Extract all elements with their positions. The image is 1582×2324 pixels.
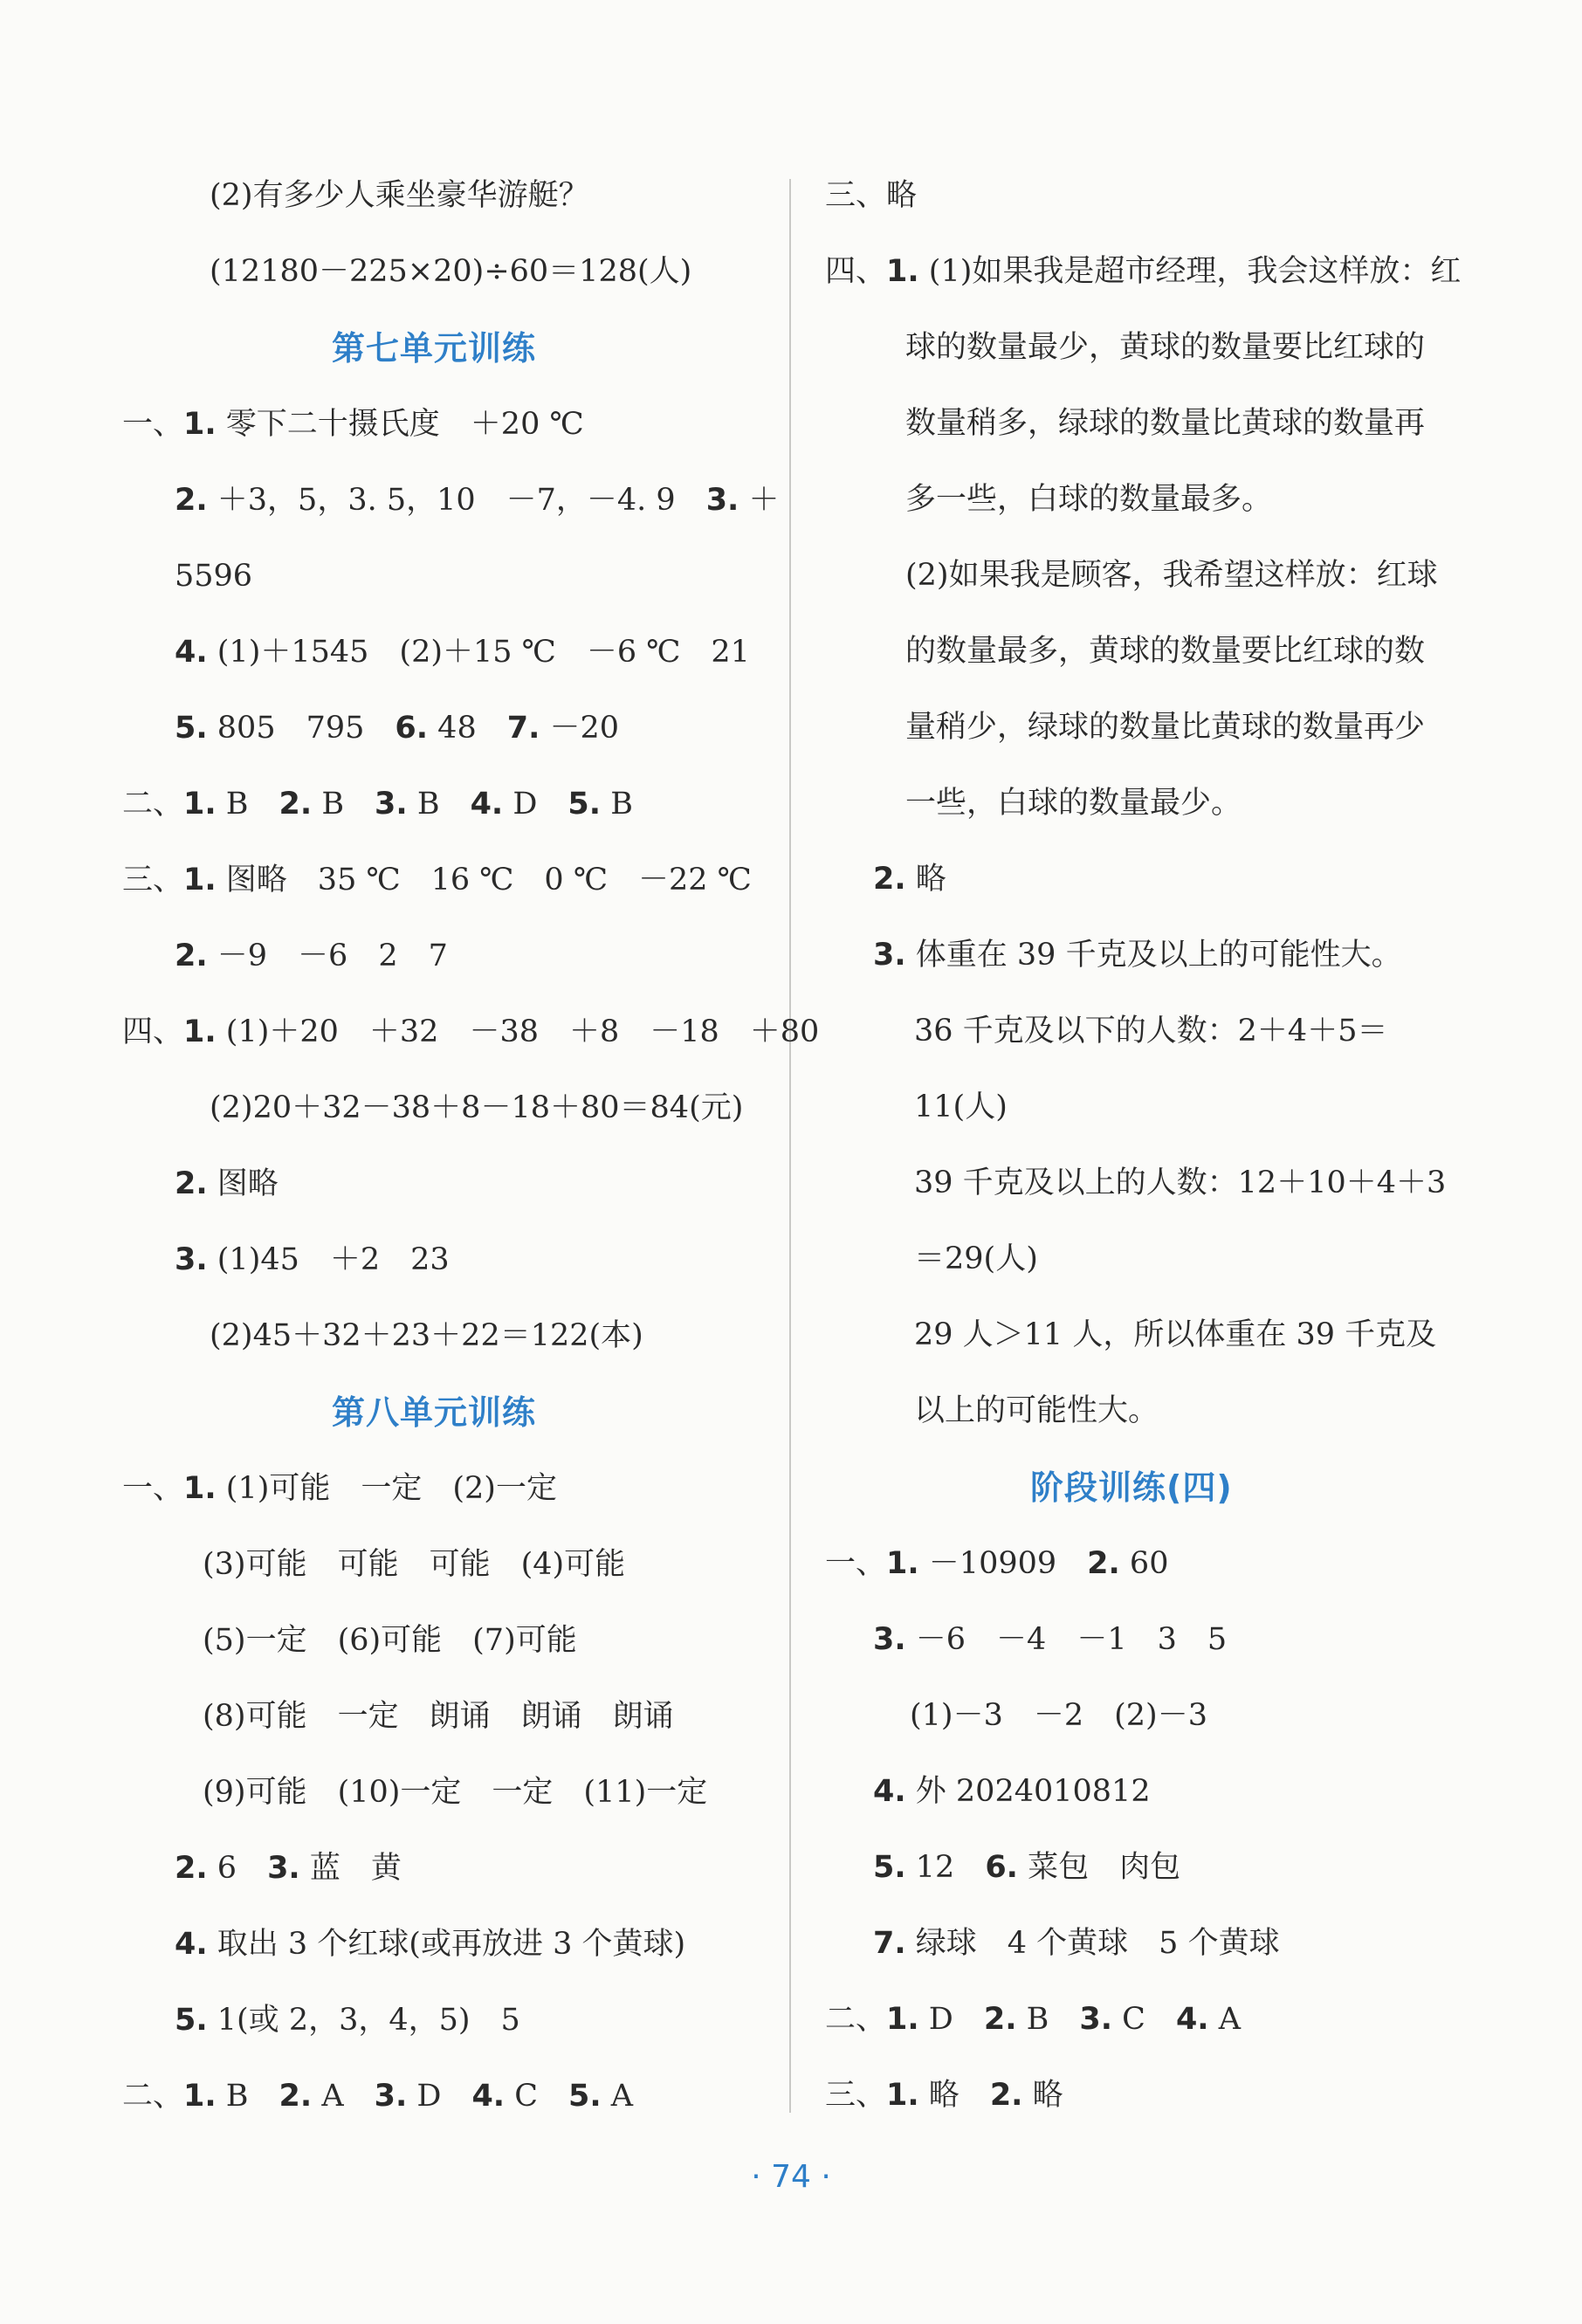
answer-line: 2. 图略 [175,1166,279,1201]
answer-line: 5. 12 6. 菜包 肉包 [873,1850,1181,1885]
answer-line: 的数量最多，黄球的数量要比红球的数 [905,634,1426,669]
column-divider [789,179,791,2113]
answer-line: 一、1. 零下二十摄氏度 ＋20 ℃ [122,407,584,442]
answer-line: (2)有多少人乘坐豪华游艇？ [210,178,589,213]
answer-line: (5)一定 (6)可能 (7)可能 [203,1623,577,1658]
answer-line: 11(人) [914,1090,1008,1124]
answer-line: 四、1. (1)如果我是超市经理，我会这样放：红 [825,254,1462,289]
answer-line: (1)－3 －2 (2)－3 [910,1698,1207,1733]
answer-line: 二、1. B 2. B 3. B 4. D 5. B [122,787,633,822]
answer-line: 数量稍多，绿球的数量比黄球的数量再 [905,406,1426,441]
answer-line: 39 千克及以上的人数：12＋10＋4＋3 [914,1165,1447,1200]
answer-line: 4. (1)＋1545 (2)＋15 ℃ －6 ℃ 21 [175,635,750,670]
answer-line: 2. ＋3，5，3. 5，10 －7，－4. 9 3. ＋ [175,483,780,518]
answer-line: (2)如果我是顾客，我希望这样放：红球 [905,558,1438,593]
answer-line: (3)可能 可能 可能 (4)可能 [203,1547,626,1582]
answer-line: (12180－225×20)÷60＝128(人) [210,254,692,289]
answer-line: 4. 外 2024010812 [873,1774,1151,1809]
answer-line: 二、1. B 2. A 3. D 4. C 5. A [122,2079,634,2114]
answer-line: ＝29(人) [914,1241,1038,1276]
answer-line: 5. 805 795 6. 48 7. －20 [175,711,620,746]
answer-line: 4. 取出 3 个红球(或再放进 3 个黄球) [175,1927,686,1962]
answer-line: 以上的可能性大。 [914,1393,1159,1428]
answer-line: 一、1. －10909 2. 60 [825,1546,1169,1581]
page-number: · 74 · [751,2159,831,2195]
answer-line: 2. －9 －6 2 7 [175,939,448,973]
answer-line: (9)可能 (10)一定 一定 (11)一定 [203,1775,708,1810]
answer-line: 36 千克及以下的人数：2＋4＋5＝ [914,1014,1388,1049]
answer-line: 一些，白球的数量最少。 [905,786,1242,821]
answer-line: (2)45＋32＋23＋22＝122(本) [210,1318,643,1353]
answer-line: 球的数量最少，黄球的数量要比红球的 [905,330,1426,365]
answer-line: (8)可能 一定 朗诵 朗诵 朗诵 [203,1699,674,1734]
section-heading-stage4: 阶段训练(四) [1030,1468,1233,1507]
answer-line: 3. －6 －4 －1 3 5 [873,1622,1228,1657]
answer-line: 29 人＞11 人，所以体重在 39 千克及 [914,1317,1437,1352]
answer-line: 2. 略 [873,862,946,897]
answer-line: 3. (1)45 ＋2 23 [175,1242,450,1277]
answer-line: 2. 6 3. 蓝 黄 [175,1851,402,1886]
answer-line: 三、略 [825,178,918,213]
section-heading-unit7: 第七单元训练 [332,329,537,368]
answer-line: 四、1. (1)＋20 ＋32 －38 ＋8 －18 ＋80 [122,1014,820,1049]
answer-line: 3. 体重在 39 千克及以上的可能性大。 [873,938,1402,973]
answer-line: 三、1. 图略 35 ℃ 16 ℃ 0 ℃ －22 ℃ [122,863,752,897]
answer-line: 量稍少，绿球的数量比黄球的数量再少 [905,710,1426,745]
answer-line: 一、1. (1)可能 一定 (2)一定 [122,1471,557,1506]
section-heading-unit8: 第八单元训练 [332,1393,537,1432]
answer-line: 7. 绿球 4 个黄球 5 个黄球 [873,1926,1280,1961]
answer-line: 三、1. 略 2. 略 [825,2078,1063,2113]
answer-line: 5. 1(或 2，3，4，5) 5 [175,2003,520,2038]
answer-line: 二、1. D 2. B 3. C 4. A [825,2002,1241,2037]
answer-line: (2)20＋32－38＋8－18＋80＝84(元) [210,1090,744,1125]
answer-line: 5596 [175,559,253,594]
answer-line: 多一些，白球的数量最多。 [905,482,1273,517]
